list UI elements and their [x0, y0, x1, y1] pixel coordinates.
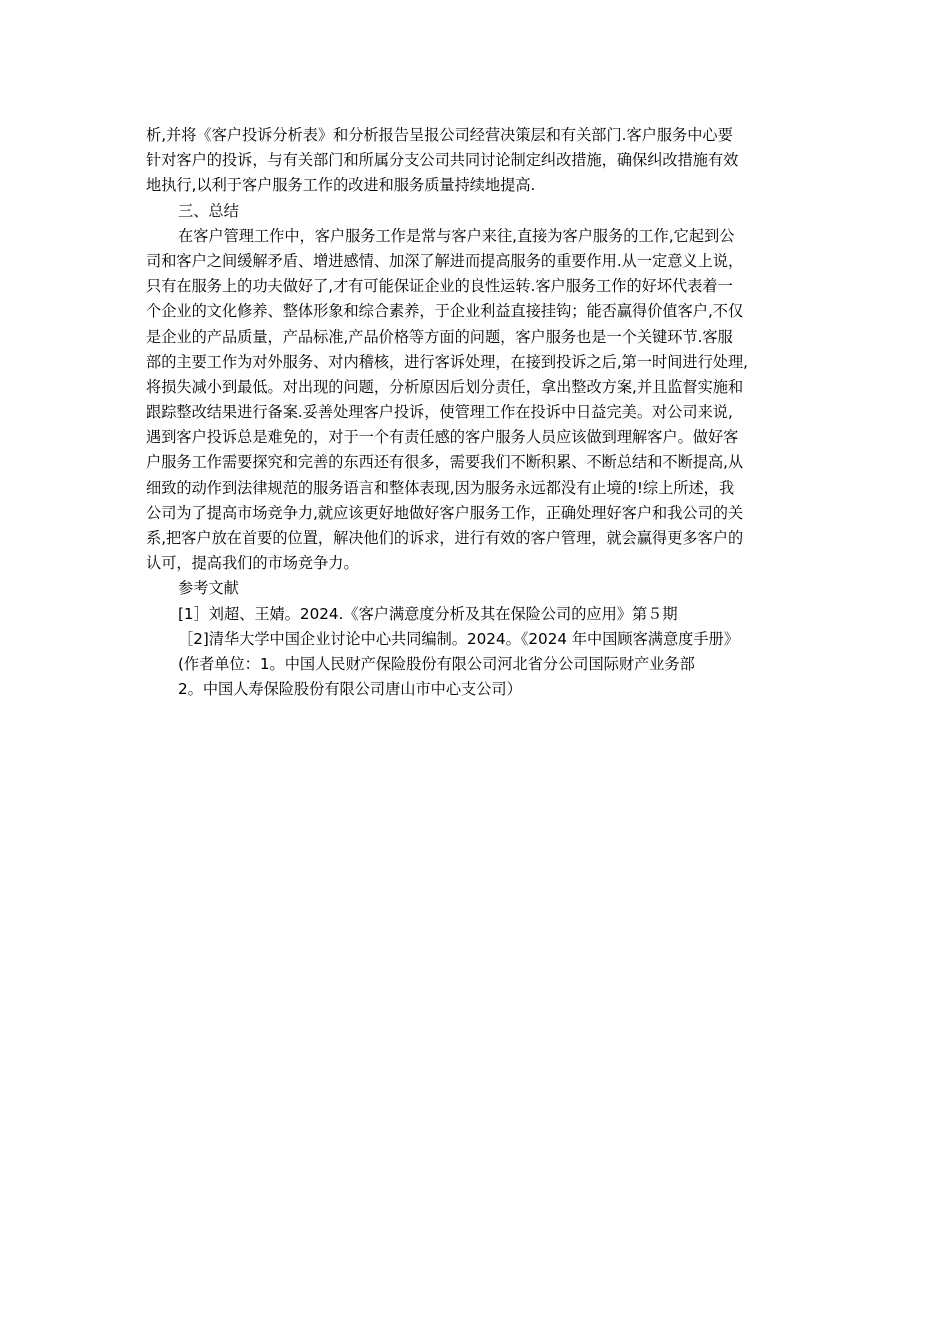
- intro-line: 针对客户的投诉，与有关部门和所属分支公司共同讨论制定纠改措施，确保纠改措施有效: [146, 151, 739, 170]
- summary-line: 户服务工作需要探究和完善的东西还有很多，需要我们不断积累、不断总结和不断提高,从: [146, 453, 744, 472]
- summary-line: 司和客户之间缓解矛盾、增进感情、加深了解进而提高服务的重要作用.从一定意义上说，: [146, 251, 744, 270]
- reference-item: ［2]清华大学中国企业讨论中心共同编制。2024。《2024 年中国顾客满意度手册》: [178, 629, 739, 648]
- summary-line: 是企业的产品质量，产品标准,产品价格等方面的问题，客户服务也是一个关键环节.客服: [146, 327, 733, 346]
- summary-line: 将损失减小到最低。对出现的问题，分析原因后划分责任，拿出整改方案,并且监督实施和: [146, 377, 744, 396]
- intro-line: 地执行,以利于客户服务工作的改进和服务质量持续地提高.: [146, 176, 536, 195]
- summary-line: 跟踪整改结果进行备案.妥善处理客户投诉，使管理工作在投诉中日益完美。对公司来说,: [146, 403, 733, 422]
- summary-line: 个企业的文化修养、整体形象和综合素养，于企业利益直接挂钩；能否赢得价值客户,不仅: [146, 302, 744, 321]
- intro-line: 析,并将《客户投诉分析表》和分析报告呈报公司经营决策层和有关部门.客户服务中心要: [146, 126, 733, 144]
- summary-line: 公司为了提高市场竞争力,就应该更好地做好客户服务工作，正确处理好客户和我公司的关: [146, 503, 744, 522]
- document-body: [146, 123, 811, 702]
- summary-line: 认可，提高我们的市场竞争力。: [146, 554, 359, 573]
- summary-line: 细致的动作到法律规范的服务语言和整体表现,因为服务永远都没有止境的!综上所述，我: [146, 478, 735, 497]
- summary-line: 只有在服务上的功夫做好了,才有可能保证企业的良性运转.客户服务工作的好坏代表着一: [146, 277, 733, 296]
- section-heading: 三、总结: [178, 201, 239, 220]
- author-unit-line: (作者单位：1。中国人民财产保险股份有限公司河北省分公司国际财产业务部: [178, 654, 695, 673]
- summary-line: 在客户管理工作中，客户服务工作是常与客户来往,直接为客户服务的工作,它起到公: [178, 226, 735, 245]
- summary-line: 遇到客户投诉总是难免的，对于一个有责任感的客户服务人员应该做到理解客户。做好客: [146, 428, 739, 447]
- reference-item: [1］刘超、王婧。2024.《客户满意度分析及其在保险公司的应用》第５期: [178, 604, 678, 623]
- summary-line: 系,把客户放在首要的位置，解决他们的诉求，进行有效的客户管理，就会赢得更多客户的: [146, 529, 744, 547]
- author-unit-line: 2。中国人寿保险股份有限公司唐山市中心支公司）: [178, 680, 522, 699]
- summary-line: 部的主要工作为对外服务、对内稽核，进行客诉处理，在接到投诉之后,第一时间进行处理,: [146, 352, 748, 371]
- references-heading: 参考文献: [178, 579, 239, 598]
